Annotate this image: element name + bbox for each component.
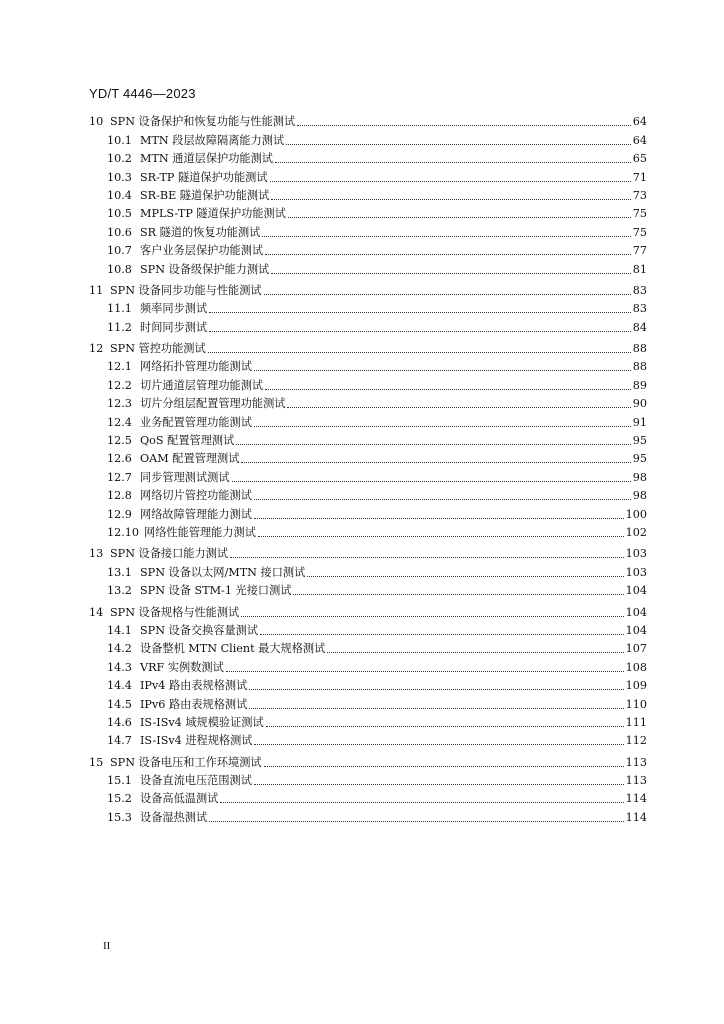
toc-entry-page: 98 bbox=[632, 470, 647, 484]
dot-leader bbox=[266, 725, 624, 727]
toc-entry-title: IS-ISv4 进程规格测试 bbox=[140, 734, 253, 748]
toc-subsection-entry[interactable] bbox=[89, 561, 647, 579]
toc-entry-title: SPN 设备以太网/MTN 接口测试 bbox=[140, 565, 306, 579]
toc-subsection-entry[interactable] bbox=[89, 770, 647, 788]
toc-entry-number: 14.2 bbox=[107, 642, 132, 656]
dot-leader bbox=[254, 783, 624, 785]
toc-entry-page: 104 bbox=[625, 605, 647, 619]
toc-entry-number: 14.5 bbox=[107, 697, 132, 711]
toc-entry-title: 设备高低温测试 bbox=[140, 792, 219, 806]
toc-entry-page: 90 bbox=[632, 397, 647, 411]
toc-entry-number: 12.2 bbox=[107, 378, 132, 392]
dot-leader bbox=[254, 743, 623, 745]
toc-subsection-entry[interactable] bbox=[89, 258, 647, 276]
toc-entry-title: QoS 配置管理测试 bbox=[140, 434, 235, 448]
dot-leader bbox=[264, 293, 631, 295]
dot-leader bbox=[327, 651, 623, 653]
toc-entry-page: 88 bbox=[632, 360, 647, 374]
toc-entry-page: 65 bbox=[632, 152, 647, 166]
toc-subsection-entry[interactable] bbox=[89, 580, 647, 598]
toc-section bbox=[89, 601, 647, 748]
toc-entry-number: 13 bbox=[89, 547, 104, 561]
dot-leader bbox=[208, 351, 631, 353]
toc-subsection-entry[interactable] bbox=[89, 466, 647, 484]
toc-entry-title: SPN 设备 STM-1 光接口测试 bbox=[140, 584, 292, 598]
toc-entry-number: 10 bbox=[89, 115, 104, 129]
toc-entry-title: 同步管理测试测试 bbox=[140, 470, 230, 484]
dot-leader bbox=[271, 272, 631, 274]
toc-subsection-entry[interactable] bbox=[89, 166, 647, 184]
dot-leader bbox=[271, 198, 630, 200]
dot-leader bbox=[226, 670, 624, 672]
toc-entry-number: 10.6 bbox=[107, 225, 132, 239]
toc-entry-title: 业务配置管理功能测试 bbox=[140, 415, 252, 429]
toc-subsection-entry[interactable] bbox=[89, 221, 647, 239]
toc-subsection-entry[interactable] bbox=[89, 430, 647, 448]
dot-leader bbox=[254, 369, 631, 371]
toc-entry-page: 88 bbox=[632, 342, 647, 356]
toc-entry-number: 12.1 bbox=[107, 360, 132, 374]
toc-chapter-entry[interactable] bbox=[89, 601, 647, 619]
toc-entry-number: 14.4 bbox=[107, 679, 132, 693]
toc-entry-page: 113 bbox=[625, 755, 647, 769]
toc-subsection-entry[interactable] bbox=[89, 522, 647, 540]
toc-subsection-entry[interactable] bbox=[89, 638, 647, 656]
toc-entry-number: 11 bbox=[89, 283, 104, 297]
toc-entry-title: OAM 配置管理测试 bbox=[140, 452, 240, 466]
toc-subsection-entry[interactable] bbox=[89, 298, 647, 316]
toc-entry-number: 10.5 bbox=[107, 207, 132, 221]
toc-entry-title: SR-TP 隧道保护功能测试 bbox=[140, 170, 268, 184]
toc-entry-title: 网络故障管理能力测试 bbox=[140, 507, 252, 521]
toc-subsection-entry[interactable] bbox=[89, 806, 647, 824]
toc-entry-number: 12.10 bbox=[107, 525, 140, 539]
toc-entry-page: 111 bbox=[625, 715, 647, 729]
toc-section bbox=[89, 111, 647, 277]
toc-entry-page: 104 bbox=[625, 584, 647, 598]
toc-entry-page: 73 bbox=[632, 188, 647, 202]
toc-entry-page: 114 bbox=[625, 810, 647, 824]
toc-entry-page: 112 bbox=[625, 734, 647, 748]
dot-leader bbox=[254, 498, 631, 500]
toc-entry-title: 网络性能管理能力测试 bbox=[144, 525, 256, 539]
toc-subsection-entry[interactable] bbox=[89, 148, 647, 166]
toc-subsection-entry[interactable] bbox=[89, 448, 647, 466]
toc-entry-number: 10.1 bbox=[107, 133, 132, 147]
toc-entry-number: 12.8 bbox=[107, 489, 132, 503]
toc-entry-title: 切片通道层管理功能测试 bbox=[140, 378, 264, 392]
toc-entry-page: 113 bbox=[625, 774, 647, 788]
toc-entry-title: SPN 管控功能测试 bbox=[110, 342, 206, 356]
toc-entry-page: 114 bbox=[625, 792, 647, 806]
toc-entry-page: 110 bbox=[625, 697, 647, 711]
toc-entry-page: 77 bbox=[632, 244, 647, 258]
dot-leader bbox=[293, 593, 623, 595]
toc-entry-number: 12.3 bbox=[107, 397, 132, 411]
toc-subsection-entry[interactable] bbox=[89, 730, 647, 748]
dot-leader bbox=[288, 216, 631, 218]
toc-entry-title: MTN 通道层保护功能测试 bbox=[140, 152, 273, 166]
toc-chapter-entry[interactable] bbox=[89, 280, 647, 298]
toc-entry-page: 71 bbox=[632, 170, 647, 184]
toc-entry-number: 12.4 bbox=[107, 415, 132, 429]
dot-leader bbox=[241, 461, 630, 463]
toc-section bbox=[89, 280, 647, 335]
toc-entry-page: 100 bbox=[625, 507, 647, 521]
dot-leader bbox=[265, 253, 631, 255]
toc-entry-page: 89 bbox=[632, 378, 647, 392]
toc-entry-title: SPN 设备保护和恢复功能与性能测试 bbox=[110, 115, 296, 129]
toc-entry-number: 14.7 bbox=[107, 734, 132, 748]
dot-leader bbox=[209, 330, 631, 332]
toc-entry-page: 84 bbox=[632, 320, 647, 334]
toc-chapter-entry[interactable] bbox=[89, 543, 647, 561]
toc-entry-page: 75 bbox=[632, 207, 647, 221]
dot-leader bbox=[264, 765, 624, 767]
table-of-contents bbox=[89, 111, 647, 828]
toc-subsection-entry[interactable] bbox=[89, 374, 647, 392]
dot-leader bbox=[260, 633, 624, 635]
document-code: YD/T 4446—2023 bbox=[89, 86, 196, 101]
toc-entry-number: 10.3 bbox=[107, 170, 132, 184]
toc-entry-number: 15.2 bbox=[107, 792, 132, 806]
toc-subsection-entry[interactable] bbox=[89, 411, 647, 429]
toc-entry-page: 108 bbox=[625, 660, 647, 674]
toc-entry-title: 网络切片管控功能测试 bbox=[140, 489, 252, 503]
toc-entry-number: 12 bbox=[89, 342, 104, 356]
dot-leader bbox=[230, 556, 624, 558]
dot-leader bbox=[262, 235, 630, 237]
dot-leader bbox=[249, 688, 623, 690]
toc-entry-title: 网络拓扑管理功能测试 bbox=[140, 360, 252, 374]
toc-subsection-entry[interactable] bbox=[89, 620, 647, 638]
dot-leader bbox=[232, 480, 631, 482]
dot-leader bbox=[307, 575, 623, 577]
toc-subsection-entry[interactable] bbox=[89, 356, 647, 374]
toc-subsection-entry[interactable] bbox=[89, 693, 647, 711]
toc-entry-number: 14 bbox=[89, 605, 104, 619]
toc-entry-title: SPN 设备级保护能力测试 bbox=[140, 262, 270, 276]
toc-entry-title: IPv6 路由表规格测试 bbox=[140, 697, 248, 711]
toc-section bbox=[89, 751, 647, 825]
toc-entry-title: IPv4 路由表规格测试 bbox=[140, 679, 248, 693]
toc-entry-title: 切片分组层配置管理功能测试 bbox=[140, 397, 286, 411]
toc-entry-title: SPN 设备交换容量测试 bbox=[140, 623, 259, 637]
toc-entry-title: MPLS-TP 隧道保护功能测试 bbox=[140, 207, 286, 221]
toc-entry-title: SPN 设备规格与性能测试 bbox=[110, 605, 240, 619]
toc-entry-page: 103 bbox=[625, 547, 647, 561]
toc-entry-page: 75 bbox=[632, 225, 647, 239]
dot-leader bbox=[254, 425, 631, 427]
toc-section bbox=[89, 338, 647, 540]
dot-leader bbox=[220, 801, 623, 803]
toc-subsection-entry[interactable] bbox=[89, 129, 647, 147]
toc-entry-title: 时间同步测试 bbox=[140, 320, 208, 334]
toc-entry-page: 64 bbox=[632, 133, 647, 147]
toc-entry-page: 95 bbox=[632, 434, 647, 448]
toc-entry-title: SPN 设备同步功能与性能测试 bbox=[110, 283, 262, 297]
toc-entry-page: 83 bbox=[632, 283, 647, 297]
dot-leader bbox=[286, 143, 631, 145]
toc-entry-number: 10.7 bbox=[107, 244, 132, 258]
toc-entry-number: 15.3 bbox=[107, 810, 132, 824]
toc-subsection-entry[interactable] bbox=[89, 185, 647, 203]
toc-entry-title: 频率同步测试 bbox=[140, 302, 208, 316]
toc-entry-title: 客户业务层保护功能测试 bbox=[140, 244, 264, 258]
toc-subsection-entry[interactable] bbox=[89, 675, 647, 693]
dot-leader bbox=[265, 388, 631, 390]
toc-entry-number: 12.6 bbox=[107, 452, 132, 466]
toc-entry-number: 15.1 bbox=[107, 774, 132, 788]
toc-entry-number: 14.1 bbox=[107, 623, 132, 637]
dot-leader bbox=[275, 161, 631, 163]
toc-entry-number: 10.4 bbox=[107, 188, 132, 202]
toc-entry-title: 设备湿热测试 bbox=[140, 810, 208, 824]
dot-leader bbox=[258, 535, 624, 537]
toc-entry-number: 14.6 bbox=[107, 715, 132, 729]
toc-section bbox=[89, 543, 647, 598]
toc-entry-number: 10.2 bbox=[107, 152, 132, 166]
toc-entry-number: 11.1 bbox=[107, 302, 132, 316]
toc-subsection-entry[interactable] bbox=[89, 656, 647, 674]
toc-subsection-entry[interactable] bbox=[89, 788, 647, 806]
dot-leader bbox=[209, 311, 631, 313]
toc-entry-page: 98 bbox=[632, 489, 647, 503]
toc-entry-number: 13.2 bbox=[107, 584, 132, 598]
toc-entry-title: 设备整机 MTN Client 最大规格测试 bbox=[140, 642, 326, 656]
toc-entry-title: IS-ISv4 域规模验证测试 bbox=[140, 715, 264, 729]
dot-leader bbox=[254, 517, 624, 519]
toc-subsection-entry[interactable] bbox=[89, 203, 647, 221]
toc-subsection-entry[interactable] bbox=[89, 316, 647, 334]
toc-subsection-entry[interactable] bbox=[89, 485, 647, 503]
toc-entry-page: 104 bbox=[625, 623, 647, 637]
toc-entry-page: 81 bbox=[632, 262, 647, 276]
toc-entry-page: 95 bbox=[632, 452, 647, 466]
toc-subsection-entry[interactable] bbox=[89, 393, 647, 411]
toc-entry-number: 11.2 bbox=[107, 320, 132, 334]
toc-entry-title: VRF 实例数测试 bbox=[140, 660, 224, 674]
toc-entry-title: SPN 设备接口能力测试 bbox=[110, 547, 229, 561]
toc-entry-title: SR-BE 隧道保护功能测试 bbox=[140, 188, 270, 202]
dot-leader bbox=[236, 443, 630, 445]
toc-entry-number: 15 bbox=[89, 755, 104, 769]
toc-chapter-entry[interactable] bbox=[89, 338, 647, 356]
toc-entry-page: 91 bbox=[632, 415, 647, 429]
toc-entry-page: 109 bbox=[625, 679, 647, 693]
toc-chapter-entry[interactable] bbox=[89, 751, 647, 769]
dot-leader bbox=[270, 180, 631, 182]
toc-entry-title: SPN 设备电压和工作环境测试 bbox=[110, 755, 262, 769]
dot-leader bbox=[249, 707, 623, 709]
toc-subsection-entry[interactable] bbox=[89, 712, 647, 730]
toc-entry-title: SR 隧道的恢复功能测试 bbox=[140, 225, 261, 239]
toc-subsection-entry[interactable] bbox=[89, 503, 647, 521]
toc-entry-page: 64 bbox=[632, 115, 647, 129]
toc-entry-title: MTN 段层故障隔离能力测试 bbox=[140, 133, 285, 147]
toc-entry-number: 13.1 bbox=[107, 565, 132, 579]
dot-leader bbox=[209, 820, 624, 822]
toc-entry-number: 12.9 bbox=[107, 507, 132, 521]
toc-entry-page: 103 bbox=[625, 565, 647, 579]
toc-entry-page: 83 bbox=[632, 302, 647, 316]
toc-subsection-entry[interactable] bbox=[89, 240, 647, 258]
toc-entry-page: 107 bbox=[625, 642, 647, 656]
toc-entry-title: 设备直流电压范围测试 bbox=[140, 774, 252, 788]
toc-entry-number: 10.8 bbox=[107, 262, 132, 276]
dot-leader bbox=[297, 124, 631, 126]
toc-entry-number: 12.7 bbox=[107, 470, 132, 484]
dot-leader bbox=[241, 615, 623, 617]
toc-entry-number: 12.5 bbox=[107, 434, 132, 448]
toc-entry-number: 14.3 bbox=[107, 660, 132, 674]
dot-leader bbox=[287, 406, 630, 408]
toc-entry-page: 102 bbox=[625, 525, 647, 539]
page-number: II bbox=[103, 940, 111, 952]
toc-chapter-entry[interactable] bbox=[89, 111, 647, 129]
